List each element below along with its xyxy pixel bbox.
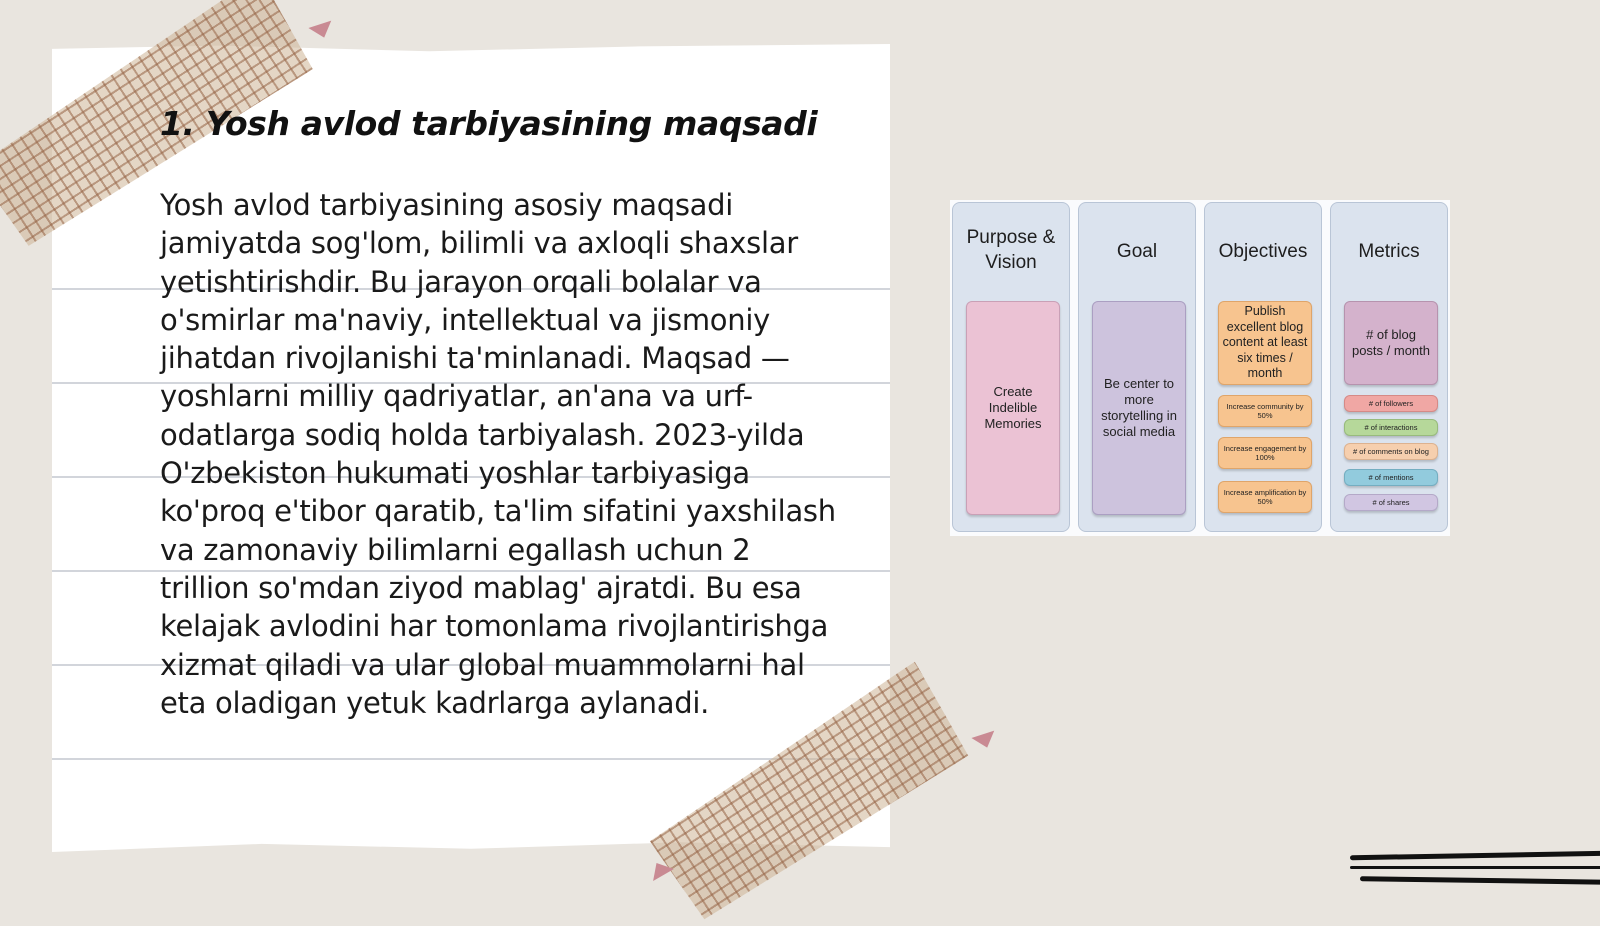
objective-box: Increase amplification by 50%	[1218, 481, 1312, 513]
decorative-line	[1350, 866, 1600, 869]
column-heading: Goal	[1116, 241, 1158, 262]
column-heading: Metrics	[1358, 241, 1420, 262]
column-heading: Objectives	[1218, 241, 1308, 262]
slide-title: 1. Yosh avlod tarbiyasining maqsadi	[160, 104, 818, 143]
metric-box: # of mentions	[1344, 469, 1438, 486]
metric-box: # of interactions	[1344, 419, 1438, 436]
tape-tab	[971, 731, 998, 752]
diagram-column-metrics	[1330, 202, 1448, 532]
paper-rule	[52, 758, 890, 760]
goal-box: Be center to more storytelling in social media	[1092, 301, 1186, 515]
diagram-column-objectives	[1204, 202, 1322, 532]
metric-box: # of comments on blog	[1344, 443, 1438, 460]
decorative-line	[1350, 851, 1600, 861]
metric-box: # of shares	[1344, 494, 1438, 511]
metric-box-primary: # of blog posts / month	[1344, 301, 1438, 385]
column-heading: Purpose & Vision	[966, 227, 1056, 273]
slide-body-text: Yosh avlod tarbiyasining asosiy maqsadi jamiyatda sog'lom, bilimli va axloqli shaxslar yetishtirishdir. Bu jarayon orqali bolalar va o'smirlar ma'naviy, intellektual va jismoniy jihatdan rivojlanishi ta'minlanadi. Maqsad — yoshlarni milliy qadriyatlar, an'ana va urf-odatlarga sodiq holda tarbiyalash. 2023-yilda O'zbekiston hukumati yoshlar tarbiyasiga ko'proq e'tibor qaratib, ta'lim sifatini yaxshilash va zamonaviy bilimlarni egallash uchun 2 trillion so'mdan ziyod mablag' ajratdi. Bu esa kelajak avlodini har tomonlama rivojlantirishga xizmat qiladi va ular global muammolarni hal eta oladigan yetuk kadrlarga aylanadi.	[160, 188, 836, 720]
purpose-box: Create Indelible Memories	[966, 301, 1060, 515]
purpose-goal-diagram	[950, 200, 1450, 536]
objective-box: Increase community by 50%	[1218, 395, 1312, 427]
metric-box: # of followers	[1344, 395, 1438, 412]
objective-box-primary: Publish excellent blog content at least six times / month	[1218, 301, 1312, 385]
objective-box: Increase engagement by 100%	[1218, 437, 1312, 469]
diagram-column-purpose	[952, 202, 1070, 532]
tape-tab	[308, 21, 335, 42]
diagram-column-goal	[1078, 202, 1196, 532]
decorative-line	[1360, 876, 1600, 884]
